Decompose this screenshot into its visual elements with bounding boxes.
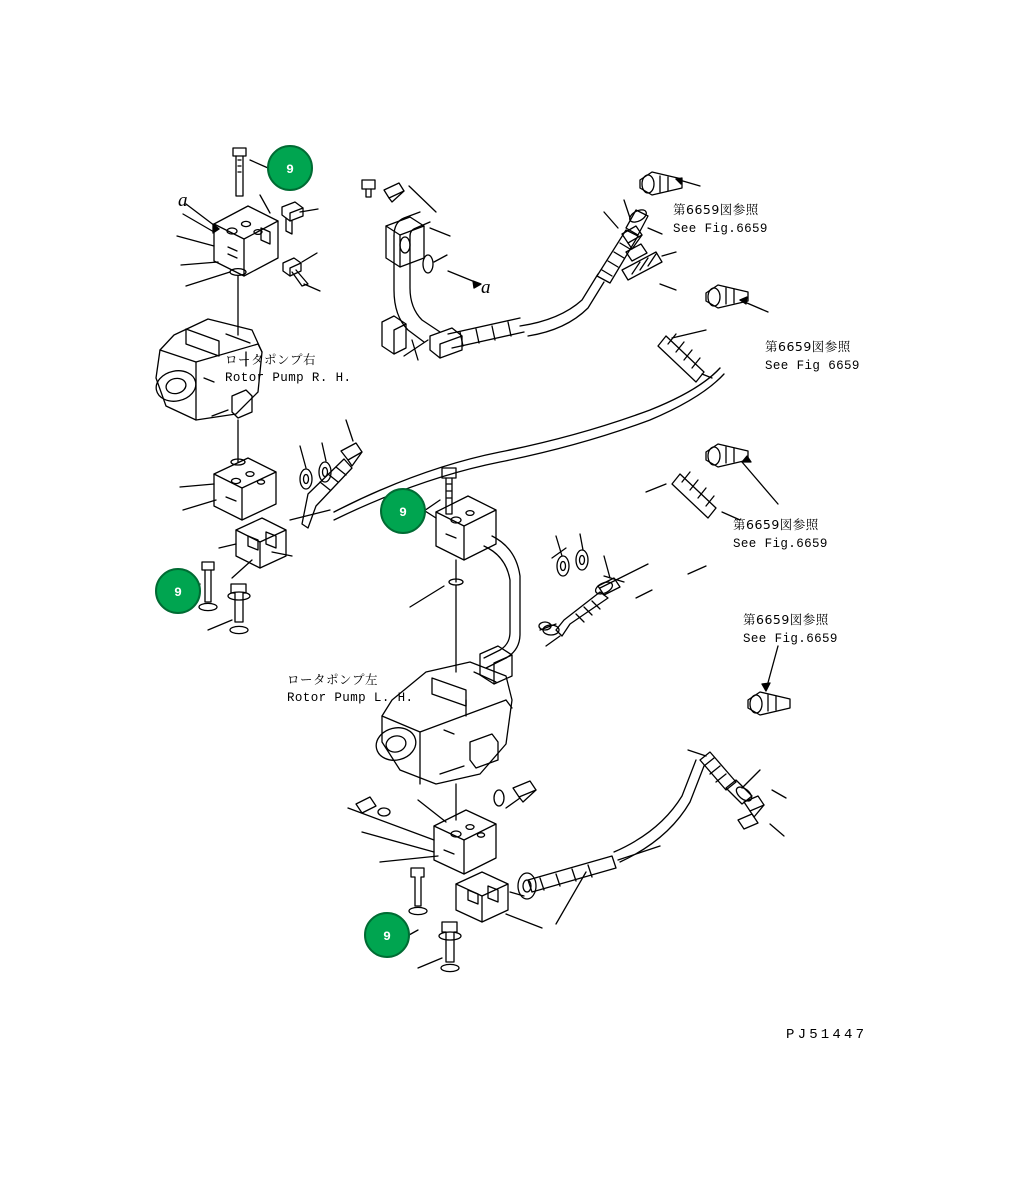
bolt-top-rh xyxy=(233,148,246,196)
see-fig-6659-2-en: See Fig 6659 xyxy=(765,359,860,373)
tube-flange-upper xyxy=(386,217,424,267)
callout-3[interactable] xyxy=(156,569,200,613)
rotor-pump-lh-label-ja: ロータポンプ左 xyxy=(287,672,379,687)
section-mark-a-right: a xyxy=(481,277,491,298)
connector-rod-centre xyxy=(430,318,524,358)
hose-upper-right xyxy=(520,274,598,326)
bolt-centre-top-1 xyxy=(362,180,375,197)
section-mark-a-left: a xyxy=(178,190,188,211)
bolt-lh-diagonal xyxy=(543,578,620,636)
hose-ribbed-mid-right xyxy=(672,472,716,518)
hose-ridged-upper-right xyxy=(597,230,638,283)
nipple-mid-right xyxy=(706,285,748,308)
leader-callout-4 xyxy=(409,930,418,935)
hose-ribbed-lh-lower xyxy=(518,856,616,899)
see-fig-6659-2-ja: 第6659図参照 xyxy=(765,339,851,354)
callout-1[interactable] xyxy=(268,146,312,190)
rotor-pump-rh-label-en: Rotor Pump R. H. xyxy=(225,371,352,385)
bolt-lh-lower-2 xyxy=(439,922,461,972)
see-fig-6659-4-en: See Fig.6659 xyxy=(743,632,838,646)
rotor-pump-rh-label-ja: ロータポンプ右 xyxy=(225,352,317,367)
leader-callout-2 xyxy=(424,500,440,511)
fitting-rh-upper-b xyxy=(283,258,308,286)
bracket-lh-lower xyxy=(456,872,508,922)
see-fig-6659-1-en: See Fig.6659 xyxy=(673,222,768,236)
bolt-rh-lower xyxy=(199,562,217,611)
hose-end-upper-right xyxy=(626,207,648,235)
manifold-block-rh-upper xyxy=(214,206,278,276)
leader-callout-1 xyxy=(250,160,268,168)
tube-flange-lower xyxy=(382,316,406,354)
see-fig-6659-4-ja: 第6659図参照 xyxy=(743,612,829,627)
bolt-lower-right-1 xyxy=(744,796,764,817)
bolt-lh-lower-4 xyxy=(513,781,536,802)
callout-label: 9 xyxy=(286,162,294,177)
rotor-pump-lh-label-en: Rotor Pump L. H. xyxy=(287,691,414,705)
bolt-lh-lower-1 xyxy=(409,868,427,915)
hose-end-lower-right xyxy=(726,780,754,804)
hose-ribbed-centre xyxy=(658,334,704,382)
see-fig-6659-1-ja: 第6659図参照 xyxy=(673,202,759,217)
nipple-right-3 xyxy=(706,444,748,467)
nipple-upper-right xyxy=(640,172,682,195)
see-fig-6659-3-en: See Fig.6659 xyxy=(733,537,828,551)
callout-label: 9 xyxy=(174,585,182,600)
callout-4[interactable] xyxy=(365,913,409,957)
nipple-right-4 xyxy=(748,692,790,715)
manifold-block-rh-lower xyxy=(214,458,276,520)
pump-body-lh xyxy=(373,662,512,784)
hose-lower-right-sweep xyxy=(620,766,704,862)
fitting-rh-upper-a xyxy=(282,202,303,234)
bolt-rh-lower-2 xyxy=(228,584,250,634)
tube-upper-centre xyxy=(394,212,440,342)
hose-long-centre xyxy=(334,368,720,512)
see-fig-6659-3-ja: 第6659図参照 xyxy=(733,517,819,532)
bracket-rh-lower xyxy=(236,518,286,568)
pump-body-rh xyxy=(153,319,262,420)
manifold-block-lh-upper xyxy=(436,496,496,560)
callout-label: 9 xyxy=(399,505,407,520)
callout-2[interactable] xyxy=(381,489,425,533)
callout-label: 9 xyxy=(383,929,391,944)
drawing-code: PJ51447 xyxy=(786,1027,868,1043)
bolt-centre-top-2 xyxy=(384,183,404,202)
